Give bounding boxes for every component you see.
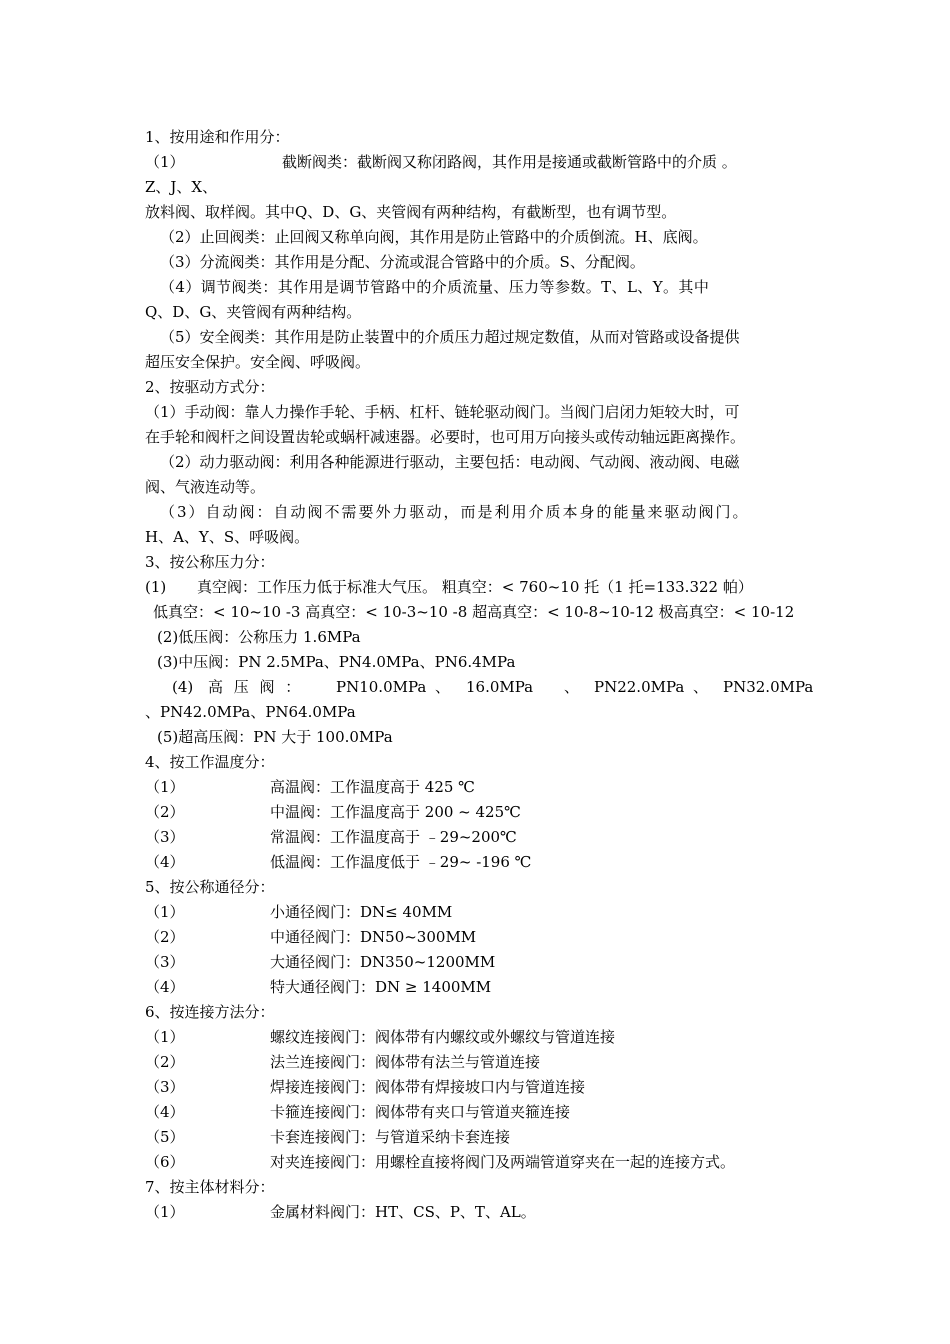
separator: 、 bbox=[564, 678, 580, 696]
list-item bbox=[145, 1027, 615, 1047]
section-4-heading: 4、按工作温度分： bbox=[145, 753, 275, 771]
item-text: 截断阀类：截断阀又称闭路阀，其作用是接通或截断管路中的介质 。 bbox=[282, 153, 737, 171]
section-7-heading: 7、按主体材料分： bbox=[145, 1178, 275, 1196]
item-number: (4) bbox=[172, 678, 194, 696]
s2-item-1-cont: 在手轮和阀杆之间设置齿轮或蜗杆减速器。必要时，也可用万向接头或传动轴远距离操作。 bbox=[145, 428, 746, 446]
s2-item-3-cont: H、A、Y、S、呼吸阀。 bbox=[145, 528, 310, 546]
s2-item-1: （1）手动阀：靠人力操作手轮、手柄、杠杆、链轮驱动阀门。当阀门启闭力矩较大时，可 bbox=[145, 403, 740, 421]
list-item bbox=[145, 1052, 540, 1072]
s3-item-1-cont: 低真空：< 10~10 -3 高真空：< 10-3~10 -8 超高真空：< 10-8~10-12 极高真空：< 10-12 bbox=[153, 603, 795, 621]
s2-item-2-cont: 阀、气液连动等。 bbox=[145, 478, 266, 496]
item-text: 高温阀：工作温度高于 425 ℃ bbox=[270, 778, 475, 796]
item-text: 特大通径阀门：DN ≥ 1400MM bbox=[270, 978, 492, 996]
item-number: （1） bbox=[145, 153, 185, 171]
item-number: （1） bbox=[145, 1203, 185, 1221]
s3-item-2: (2)低压阀：公称压力 1.6MPa bbox=[157, 628, 361, 646]
item-number: （4） bbox=[145, 1103, 185, 1121]
item-number: （2） bbox=[145, 928, 185, 946]
item-number: （2） bbox=[145, 1053, 185, 1071]
item-number: （1） bbox=[145, 903, 185, 921]
item-number: （6） bbox=[145, 1153, 185, 1171]
item-number: （4） bbox=[145, 978, 185, 996]
s1-item-2: （2）止回阀类：止回阀又称单向阀，其作用是防止管路中的介质倒流。H、底阀。 bbox=[160, 228, 708, 246]
s1-item-4: （4）调节阀类：其作用是调节管路中的介质流量、压力等参数。T、L、Y。其中 bbox=[160, 278, 710, 296]
item-label: 高 压 阀 ： bbox=[208, 678, 304, 696]
list-item bbox=[145, 952, 495, 972]
item-text: 常温阀：工作温度高于 ﹣29~200℃ bbox=[270, 828, 517, 846]
item-number: （4） bbox=[145, 853, 185, 871]
list-item bbox=[145, 802, 521, 822]
item-number: （5） bbox=[145, 1128, 185, 1146]
list-item bbox=[145, 1102, 570, 1122]
item-number: （1） bbox=[145, 778, 185, 796]
item-text: 中温阀：工作温度高于 200 ~ 425℃ bbox=[270, 803, 521, 821]
item-text: 真空阀：工作压力低于标准大气压。 粗真空：< 760~10 托（1 托=133.322 帕） bbox=[197, 578, 753, 596]
s1-item-5-cont: 超压安全保护。安全阀、呼吸阀。 bbox=[145, 353, 371, 371]
list-item bbox=[145, 902, 452, 922]
separator: 、 bbox=[435, 678, 451, 696]
item-text: 低温阀：工作温度低于 ﹣29~ -196 ℃ bbox=[270, 853, 532, 871]
s1-item-3: （3）分流阀类：其作用是分配、分流或混合管路中的介质。S、分配阀。 bbox=[160, 253, 645, 271]
list-item bbox=[145, 977, 491, 997]
s3-item-4-cont: 、PN42.0MPa、PN64.0MPa bbox=[145, 703, 356, 721]
item-text: 螺纹连接阀门：阀体带有内螺纹或外螺纹与管道连接 bbox=[270, 1028, 616, 1046]
list-item bbox=[145, 1202, 536, 1222]
item-number: （3） bbox=[145, 828, 185, 846]
list-item bbox=[145, 1127, 510, 1147]
item-number: (1) bbox=[145, 578, 167, 596]
s3-item-5: (5)超高压阀：PN 大于 100.0MPa bbox=[157, 728, 393, 746]
item-number: （3） bbox=[145, 1078, 185, 1096]
s1-item-4-cont: Q、D、G、夹管阀有两种结构。 bbox=[145, 303, 362, 321]
pressure-value: PN32.0MPa bbox=[723, 678, 814, 696]
item-text: 卡箍连接阀门：阀体带有夹口与管道夹箍连接 bbox=[270, 1103, 571, 1121]
list-item bbox=[145, 927, 476, 947]
list-item bbox=[145, 852, 531, 872]
item-number: （1） bbox=[145, 1028, 185, 1046]
list-item bbox=[145, 777, 475, 797]
section-6-heading: 6、按连接方法分： bbox=[145, 1003, 275, 1021]
s1-item-5: （5）安全阀类：其作用是防止装置中的介质压力超过规定数值，从而对管路或设备提供 bbox=[160, 328, 740, 346]
item-number: （3） bbox=[145, 953, 185, 971]
item-text: 焊接连接阀门：阀体带有焊接坡口内与管道连接 bbox=[270, 1078, 586, 1096]
pressure-value: PN10.0MPa bbox=[336, 678, 427, 696]
item-number: （2） bbox=[145, 803, 185, 821]
s2-item-2: （2）动力驱动阀：利用各种能源进行驱动，主要包括：电动阀、气动阀、液动阀、电磁 bbox=[160, 453, 740, 471]
list-item bbox=[145, 1077, 585, 1097]
item-text: 对夹连接阀门：用螺栓直接将阀门及两端管道穿夹在一起的连接方式。 bbox=[270, 1153, 736, 1171]
separator: 、 bbox=[693, 678, 709, 696]
s3-item-1 bbox=[145, 577, 753, 597]
s1-item-1 bbox=[145, 152, 737, 172]
item-text: 法兰连接阀门：阀体带有法兰与管道连接 bbox=[270, 1053, 541, 1071]
item-text: 中通径阀门：DN50~300MM bbox=[270, 928, 477, 946]
s3-item-3: (3)中压阀：PN 2.5MPa、PN4.0MPa、PN6.4MPa bbox=[157, 653, 516, 671]
item-text: 大通径阀门：DN350~1200MM bbox=[270, 953, 496, 971]
s1-item-1-cont1: Z、J、X、 bbox=[145, 178, 218, 196]
item-text: 金属材料阀门：HT、CS、P、T、AL。 bbox=[270, 1203, 536, 1221]
section-2-heading: 2、按驱动方式分： bbox=[145, 378, 275, 396]
s2-item-3: （3）自动阀：自动阀不需要外力驱动，而是利用介质本身的能量来驱动阀门。 bbox=[160, 503, 750, 521]
list-item bbox=[145, 1152, 735, 1172]
s1-item-1-cont2: 放料阀、取样阀。其中Q、D、G、夹管阀有两种结构，有截断型，也有调节型。 bbox=[145, 203, 677, 221]
section-3-heading: 3、按公称压力分： bbox=[145, 553, 275, 571]
pressure-value: 16.0MPa bbox=[466, 678, 534, 696]
section-1-heading: 1、按用途和作用分： bbox=[145, 128, 290, 146]
item-text: 卡套连接阀门：与管道采纳卡套连接 bbox=[270, 1128, 511, 1146]
item-text: 小通径阀门：DN≤ 40MM bbox=[270, 903, 453, 921]
section-5-heading: 5、按公称通径分： bbox=[145, 878, 275, 896]
pressure-value: PN22.0MPa bbox=[594, 678, 685, 696]
list-item bbox=[145, 827, 517, 847]
